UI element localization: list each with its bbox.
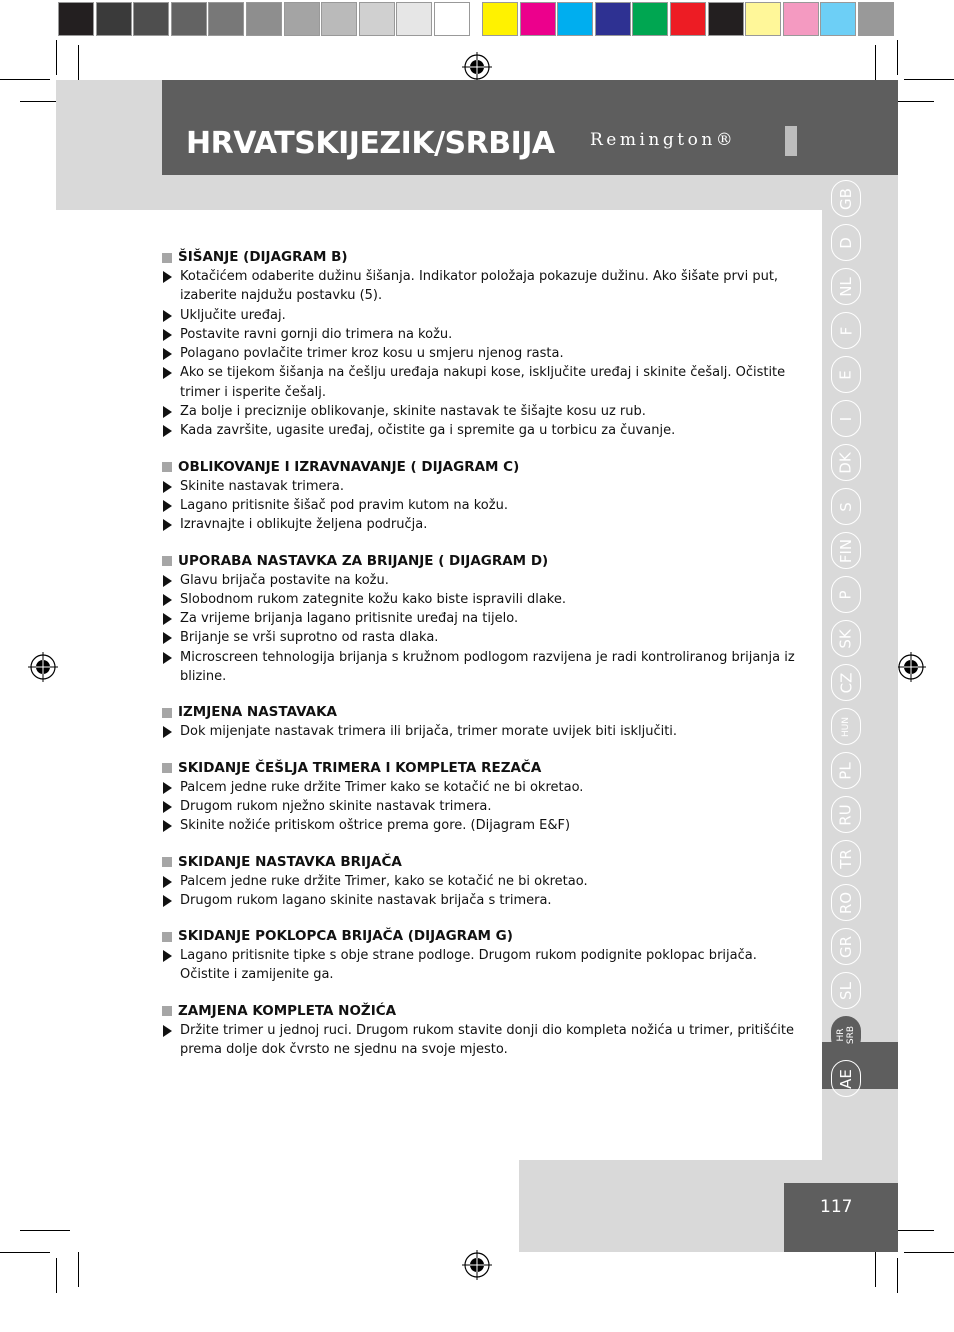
crop-mark <box>20 1230 70 1231</box>
list-item <box>162 778 802 797</box>
triangle-bullet-icon <box>163 950 172 962</box>
list-item <box>162 477 802 496</box>
list-item-text: Brijanje se vrši suprotno od rasta dlaka. <box>180 630 439 646</box>
language-tab-label: HR SRB <box>835 1025 856 1044</box>
list-item-text: Palcem jedne ruke držite Trimer, kako se kotačić ne bi okretao. <box>180 873 588 889</box>
list-item <box>162 590 802 609</box>
instruction-section <box>162 552 802 687</box>
list-item <box>162 1021 802 1060</box>
list-item-text: Drugom rukom lagano skinite nastavak brijača s trimera. <box>180 892 552 908</box>
instruction-section <box>162 759 802 836</box>
brand-logo: Remington® <box>590 130 737 150</box>
gray-swatch <box>246 2 282 36</box>
triangle-bullet-icon <box>163 876 172 888</box>
list-item <box>162 306 802 325</box>
square-bullet-icon <box>162 1006 172 1016</box>
page-title: HRVATSKIJEZIK/SRBIJA <box>186 126 555 161</box>
list-item-text: Drugom rukom nježno skinite nastavak trimera. <box>180 798 492 814</box>
triangle-bullet-icon <box>163 367 172 379</box>
square-bullet-icon <box>162 253 172 263</box>
gray-swatch <box>359 2 395 36</box>
triangle-bullet-icon <box>163 348 172 360</box>
triangle-bullet-icon <box>163 1025 172 1037</box>
instruction-section <box>162 458 802 535</box>
list-item <box>162 872 802 891</box>
list-item <box>162 722 802 741</box>
triangle-bullet-icon <box>163 801 172 813</box>
language-tab-ru[interactable] <box>831 796 861 833</box>
crop-mark <box>904 79 954 80</box>
section-heading <box>162 759 802 778</box>
language-tab-f[interactable] <box>831 312 861 349</box>
gray-swatch <box>284 2 320 36</box>
language-tab-dk[interactable] <box>831 444 861 481</box>
language-tab-label: P <box>836 589 855 600</box>
crop-mark <box>897 40 898 75</box>
instruction-section <box>162 248 802 441</box>
list-item <box>162 363 802 402</box>
color-swatch <box>708 2 744 36</box>
list-item <box>162 515 802 534</box>
list-item <box>162 946 802 985</box>
language-tab-label: FIN <box>837 538 855 563</box>
color-swatch <box>557 2 593 36</box>
triangle-bullet-icon <box>163 652 172 664</box>
crop-mark <box>56 40 57 75</box>
section-heading-text: UPORABA NASTAVKA ZA BRIJANJE ( DIJAGRAM D) <box>178 552 549 569</box>
section-heading-text: ZAMJENA KOMPLETA NOŽIĆA <box>178 1002 397 1019</box>
list-item <box>162 496 802 515</box>
language-tab-label: GB <box>836 187 855 210</box>
list-item-text: Skinite nastavak trimera. <box>180 478 344 494</box>
color-swatch <box>520 2 556 36</box>
list-item-text: Za vrijeme brijanja lagano pritisnite uređaj na tijelo. <box>180 611 519 627</box>
registration-mark-icon <box>462 1250 492 1280</box>
triangle-bullet-icon <box>163 519 172 531</box>
list-item-text: Dok mijenjate nastavak trimera ili brijača, trimer morate uvijek biti isključiti. <box>180 724 678 740</box>
list-item <box>162 421 802 440</box>
language-tab-label: AE <box>837 1068 855 1089</box>
list-item-text: Za bolje i preciznije oblikovanje, skinite nastavak te šišajte kosu uz rub. <box>180 404 646 420</box>
section-heading <box>162 853 802 872</box>
list-item <box>162 571 802 590</box>
triangle-bullet-icon <box>163 726 172 738</box>
language-tab-d[interactable] <box>831 224 861 261</box>
brand-accent-bar <box>785 126 797 156</box>
language-tab-label: CZ <box>837 672 855 693</box>
color-swatch <box>670 2 706 36</box>
list-item-text: Uključite uređaj. <box>180 307 286 323</box>
list-item <box>162 267 802 306</box>
language-tab-label: RO <box>836 891 855 914</box>
section-heading <box>162 703 802 722</box>
instruction-section <box>162 703 802 741</box>
crop-mark <box>56 1258 57 1293</box>
language-tab-fin[interactable] <box>831 532 861 569</box>
triangle-bullet-icon <box>163 500 172 512</box>
section-heading-text: ŠIŠANJE (DIJAGRAM B) <box>178 249 348 265</box>
crop-mark <box>78 1252 79 1287</box>
square-bullet-icon <box>162 763 172 773</box>
list-item-text: Kada završite, ugasite uređaj, očistite ga i spremite ga u torbicu za čuvanje. <box>180 423 676 439</box>
language-tab-gb[interactable] <box>831 180 861 217</box>
language-tab-label: DK <box>836 451 855 474</box>
section-heading <box>162 552 802 571</box>
section-heading-text: SKIDANJE NASTAVKA BRIJAČA <box>178 853 402 870</box>
language-tab-label: SK <box>836 628 855 649</box>
list-item <box>162 648 802 687</box>
gray-swatch <box>208 2 244 36</box>
language-tab-label: HUN <box>841 716 851 737</box>
language-tab-label: I <box>837 416 855 421</box>
list-item-text: Slobodnom rukom zategnite kožu kako biste ispravili dlake. <box>180 591 567 607</box>
language-tab-sl[interactable] <box>831 972 861 1009</box>
language-tab-sk[interactable] <box>831 620 861 657</box>
color-swatch <box>783 2 819 36</box>
gray-swatch <box>434 2 470 36</box>
list-item-text: Izravnajte i oblikujte željena područja. <box>180 517 428 533</box>
gray-calibration-bar <box>58 2 472 38</box>
language-tab-gr[interactable] <box>831 928 861 965</box>
list-item-text: Glavu brijača postavite na kožu. <box>180 572 389 588</box>
list-item <box>162 797 802 816</box>
language-tab-label: F <box>836 326 855 335</box>
square-bullet-icon <box>162 708 172 718</box>
square-bullet-icon <box>162 556 172 566</box>
language-tab-ae[interactable] <box>831 1060 861 1097</box>
language-tab-tr[interactable] <box>831 840 861 877</box>
list-item-text: Lagano pritisnite tipke s obje strane podloge. Drugom rukom podignite poklopac brijača. Očistite i zamijenite ga. <box>180 948 757 983</box>
registration-mark-icon <box>462 52 492 82</box>
section-heading <box>162 1002 802 1021</box>
triangle-bullet-icon <box>163 425 172 437</box>
list-item <box>162 344 802 363</box>
page-number: 117 <box>820 1197 853 1217</box>
instruction-section <box>162 927 802 985</box>
language-tab-label: GR <box>836 935 855 958</box>
page-number-box <box>784 1183 898 1252</box>
language-tab-label: SL <box>836 981 855 1000</box>
language-tab-label: TR <box>837 848 855 869</box>
language-tab-e[interactable] <box>831 356 861 393</box>
triangle-bullet-icon <box>163 310 172 322</box>
list-item <box>162 609 802 628</box>
triangle-bullet-icon <box>163 271 172 283</box>
list-item-text: Lagano pritisnite šišač pod pravim kutom na kožu. <box>180 497 508 513</box>
triangle-bullet-icon <box>163 594 172 606</box>
list-item <box>162 891 802 910</box>
language-tab-nl[interactable] <box>831 268 861 305</box>
list-item <box>162 628 802 647</box>
square-bullet-icon <box>162 857 172 867</box>
language-tab-p[interactable] <box>831 576 861 613</box>
section-heading-text: SKIDANJE POKLOPCA BRIJAČA (DIJAGRAM G) <box>178 928 513 945</box>
language-tab-cz[interactable] <box>831 664 861 701</box>
list-item-text: Držite trimer u jednoj ruci. Drugom rukom stavite donji dio kompleta nožića u trimer, pritišćite prema dolje dok čvrsto ne sjednu na svoje mjesto. <box>180 1022 794 1058</box>
list-item <box>162 816 802 835</box>
language-tab-i[interactable] <box>831 400 861 437</box>
language-tab-pl[interactable] <box>831 752 861 789</box>
square-bullet-icon <box>162 932 172 942</box>
triangle-bullet-icon <box>163 782 172 794</box>
crop-mark <box>875 1252 876 1287</box>
language-tabs <box>831 180 863 1104</box>
gray-swatch <box>58 2 94 36</box>
color-swatch <box>745 2 781 36</box>
list-item <box>162 402 802 421</box>
section-heading-text: OBLIKOVANJE I IZRAVNAVANJE ( DIJAGRAM C) <box>178 458 520 475</box>
section-heading-text: IZMJENA NASTAVAKA <box>178 704 337 721</box>
list-item-text: Palcem jedne ruke držite Trimer kako se kotačić ne bi okretao. <box>180 779 584 795</box>
list-item-text: Skinite nožiće pritiskom oštrice prema gore. (Dijagram E&F) <box>180 818 571 834</box>
crop-mark <box>78 45 79 80</box>
list-item-text: Kotačićem odaberite dužinu šišanja. Indikator položaja pokazuje dužinu. Ako šišate prvi put, izaberite najdužu postavku (5). <box>180 269 779 304</box>
crop-mark <box>0 1252 50 1253</box>
triangle-bullet-icon <box>163 329 172 341</box>
instruction-section <box>162 1002 802 1060</box>
language-tab-s[interactable] <box>831 488 861 525</box>
gray-swatch <box>396 2 432 36</box>
language-tab-label: RU <box>837 803 855 826</box>
section-heading <box>162 458 802 477</box>
color-calibration-bar <box>482 2 896 38</box>
triangle-bullet-icon <box>163 613 172 625</box>
crop-mark <box>0 79 50 80</box>
color-swatch <box>482 2 518 36</box>
registration-mark-icon <box>896 652 926 682</box>
crop-mark <box>897 1258 898 1293</box>
list-item-text: Ako se tijekom šišanja na češlju uređaja nakupi kose, isključite uređaj i skinite češalj. Očistite trimer i isperite češalj. <box>180 365 786 400</box>
instructions-content <box>162 248 802 1076</box>
square-bullet-icon <box>162 462 172 472</box>
language-tab-label: D <box>837 236 855 249</box>
crop-mark <box>904 1252 954 1253</box>
gray-swatch <box>171 2 207 36</box>
section-heading <box>162 927 802 946</box>
language-tab-ro[interactable] <box>831 884 861 921</box>
language-tab-hr-srb[interactable] <box>831 1016 861 1053</box>
color-swatch <box>820 2 856 36</box>
crop-mark <box>875 45 876 80</box>
gray-swatch <box>96 2 132 36</box>
section-heading-text: SKIDANJE ČEŠLJA TRIMERA I KOMPLETA REZAČA <box>178 759 542 776</box>
language-tab-hun[interactable] <box>831 708 861 745</box>
triangle-bullet-icon <box>163 481 172 493</box>
language-tab-label: PL <box>837 761 855 780</box>
color-swatch <box>632 2 668 36</box>
list-item-text: Polagano povlačite trimer kroz kosu u smjeru njenog rasta. <box>180 346 564 362</box>
section-heading <box>162 248 802 267</box>
instruction-section <box>162 853 802 911</box>
registration-mark-icon <box>28 652 58 682</box>
triangle-bullet-icon <box>163 632 172 644</box>
language-tab-label: NL <box>836 276 855 297</box>
list-item <box>162 325 802 344</box>
gray-swatch <box>133 2 169 36</box>
color-swatch <box>595 2 631 36</box>
language-tab-label: E <box>836 369 855 380</box>
color-swatch <box>858 2 894 36</box>
triangle-bullet-icon <box>163 406 172 418</box>
language-tab-label: S <box>837 501 855 512</box>
list-item-text: Microscreen tehnologija brijanja s kružnom podlogom razvijena je radi kontroliranog brijanja iz blizine. <box>180 649 795 685</box>
triangle-bullet-icon <box>163 820 172 832</box>
gray-swatch <box>321 2 357 36</box>
triangle-bullet-icon <box>163 895 172 907</box>
list-item-text: Postavite ravni gornji dio trimera na kožu. <box>180 326 453 342</box>
triangle-bullet-icon <box>163 575 172 587</box>
